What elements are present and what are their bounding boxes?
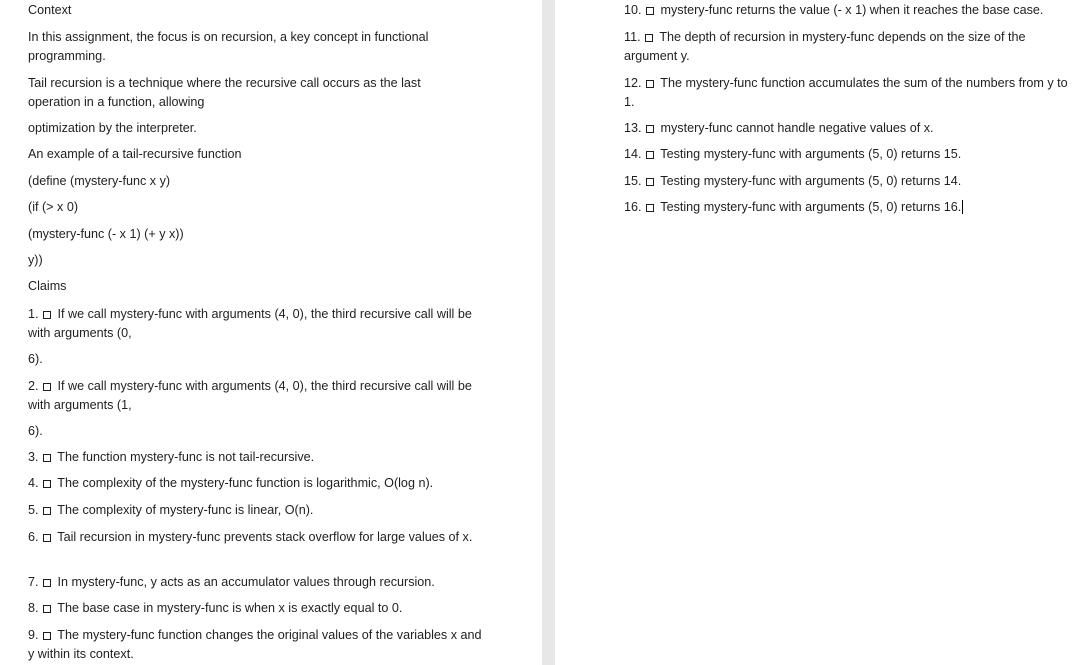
tail-recursion-paragraph[interactable]: Tail recursion is a technique where the recursive call occurs as the last operation in a function, allowing <box>28 76 421 109</box>
page-gap <box>542 0 555 665</box>
claim-text[interactable]: 16. Testing mystery-func with arguments (5, 0) returns 16. <box>624 200 962 214</box>
intro-paragraph[interactable]: In this assignment, the focus is on recursion, a key concept in functional programming. <box>28 30 429 63</box>
claim-continued[interactable]: 6). <box>28 352 43 366</box>
text-cursor <box>962 200 963 214</box>
claim-item[interactable]: 5. The complexity of mystery-func is linear, O(n). <box>28 503 314 517</box>
claim-item[interactable]: 10. mystery-func returns the value (- x 1) when it reaches the base case. <box>624 3 1044 17</box>
checkbox-icon <box>646 80 654 88</box>
claim-continued[interactable]: 6). <box>28 424 43 438</box>
claim-item[interactable]: 3. The function mystery-func is not tail-recursive. <box>28 450 315 464</box>
tail-recursion-continued[interactable]: optimization by the interpreter. <box>28 121 197 135</box>
checkbox-icon <box>43 579 51 587</box>
code-line[interactable]: (mystery-func (- x 1) (+ y x)) <box>28 227 184 241</box>
document-page-right[interactable] <box>555 0 1073 665</box>
checkbox-icon <box>646 125 654 133</box>
claim-item[interactable]: 4. The complexity of the mystery-func function is logarithmic, O(log n). <box>28 476 434 490</box>
claim-item[interactable]: 15. Testing mystery-func with arguments (5, 0) returns 14. <box>624 174 962 188</box>
claim-item[interactable]: 9. The mystery-func function changes the original values of the variables x and y within its context. <box>28 628 482 661</box>
claim-item[interactable]: 12. The mystery-func function accumulates the sum of the numbers from y to 1. <box>624 76 1068 109</box>
claim-item[interactable]: 13. mystery-func cannot handle negative values of x. <box>624 121 934 135</box>
code-line[interactable]: (define (mystery-func x y) <box>28 174 171 188</box>
checkbox-icon <box>43 311 51 319</box>
claims-heading[interactable]: Claims <box>28 279 67 293</box>
checkbox-icon <box>43 534 51 542</box>
checkbox-icon <box>646 7 654 15</box>
claim-item[interactable]: 2. If we call mystery-func with arguments (4, 0), the third recursive call will be with arguments (1, <box>28 379 472 412</box>
checkbox-icon <box>645 34 653 42</box>
checkbox-icon <box>43 605 51 613</box>
code-line[interactable]: y)) <box>28 253 43 267</box>
checkbox-icon <box>646 204 654 212</box>
checkbox-icon <box>43 454 51 462</box>
checkbox-icon <box>43 383 51 391</box>
claim-item[interactable]: 1. If we call mystery-func with arguments (4, 0), the third recursive call will be with arguments (0, <box>28 307 472 340</box>
claim-item-with-cursor[interactable] <box>624 198 963 217</box>
claim-item[interactable]: 14. Testing mystery-func with arguments (5, 0) returns 15. <box>624 147 962 161</box>
claim-item[interactable]: 11. The depth of recursion in mystery-func depends on the size of the argument y. <box>624 30 1026 63</box>
claim-item[interactable]: 8. The base case in mystery-func is when x is exactly equal to 0. <box>28 601 403 615</box>
claim-item[interactable]: 6. Tail recursion in mystery-func prevents stack overflow for large values of x. <box>28 530 473 544</box>
example-heading[interactable]: An example of a tail-recursive function <box>28 147 242 161</box>
checkbox-icon <box>43 507 51 515</box>
checkbox-icon <box>43 480 51 488</box>
context-heading[interactable]: Context <box>28 3 72 17</box>
code-line[interactable]: (if (> x 0) <box>28 200 79 214</box>
checkbox-icon <box>646 178 654 186</box>
checkbox-icon <box>646 151 654 159</box>
claim-item[interactable]: 7. In mystery-func, y acts as an accumulator values through recursion. <box>28 575 435 589</box>
checkbox-icon <box>43 632 51 640</box>
